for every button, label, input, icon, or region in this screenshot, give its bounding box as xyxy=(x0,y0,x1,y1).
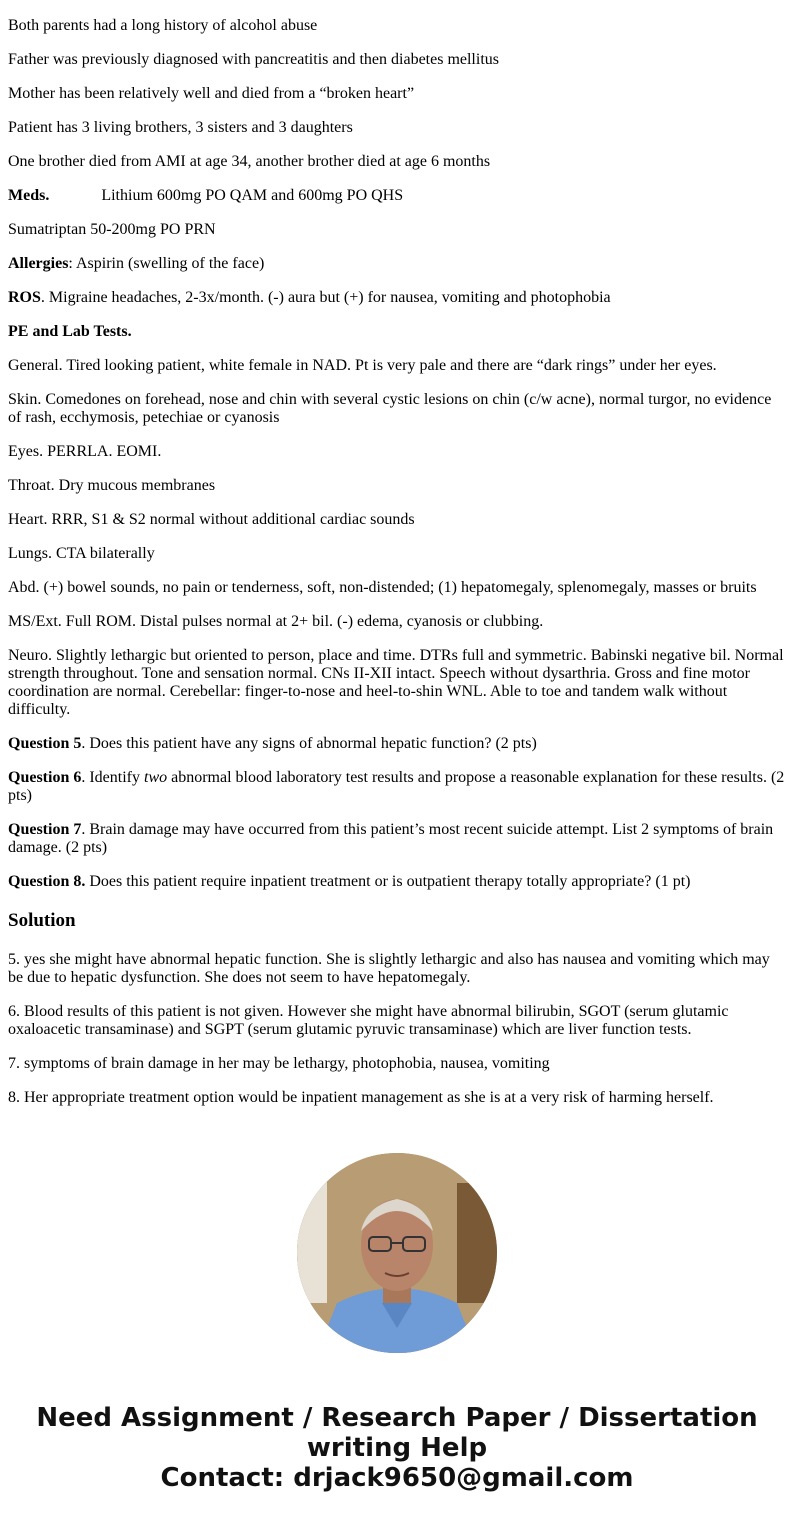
answer-7: 7. symptoms of brain damage in her may be lethargy, photophobia, nausea, vomiting xyxy=(8,1055,550,1072)
question-8: Question 8. Does this patient require inpatient treatment or is outpatient therapy totally appropriate? (1 pt) xyxy=(8,873,691,890)
question-5-label: Question 5 xyxy=(8,735,82,752)
ros-line xyxy=(8,289,786,307)
question-7: Question 7. Brain damage may have occurred from this patient’s most recent suicide attempt. List 2 symptoms of brain damage. (2 pts) xyxy=(8,821,774,856)
question-6-label: Question 6 xyxy=(8,769,82,786)
allergies-label: Allergies xyxy=(8,255,69,272)
history-item: One brother died from AMI at age 34, another brother died at age 6 months xyxy=(8,153,491,170)
allergies-line xyxy=(8,255,786,273)
history-item: Mother has been relatively well and died from a “broken heart” xyxy=(8,85,415,102)
question-8-label: Question 8. xyxy=(8,873,86,890)
ros-text: . Migraine headaches, 2-3x/month. (-) aura but (+) for nausea, vomiting and photophobia xyxy=(40,289,611,306)
history-item: Father was previously diagnosed with pancreatitis and then diabetes mellitus xyxy=(8,51,499,68)
meds-text: Lithium 600mg PO QAM and 600mg PO QHS xyxy=(101,187,404,204)
person-photo-icon xyxy=(297,1153,497,1353)
meds-line xyxy=(8,187,786,205)
pe-throat: Throat. Dry mucous membranes xyxy=(8,477,216,494)
allergies-text: : Aspirin (swelling of the face) xyxy=(68,255,265,272)
cta-line-1: Need Assignment / Research Paper / Dissertation xyxy=(36,1403,758,1433)
history-item: Patient has 3 living brothers, 3 sisters and 3 daughters xyxy=(8,119,353,136)
question-5: Question 5. Does this patient have any signs of abnormal hepatic function? (2 pts) xyxy=(8,735,537,752)
meds-label: Meds. xyxy=(8,187,50,204)
solution-heading: Solution xyxy=(8,910,76,931)
pe-general: General. Tired looking patient, white female in NAD. Pt is very pale and there are “dark rings” under her eyes. xyxy=(8,357,717,374)
question-7-label: Question 7 xyxy=(8,821,82,838)
pe-eyes: Eyes. PERRLA. EOMI. xyxy=(8,443,162,460)
question-6: Question 6. Identify two abnormal blood laboratory test results and propose a reasonable explanation for these results. (2 pts) xyxy=(8,769,785,804)
cta-line-2: writing Help xyxy=(306,1433,488,1463)
answer-5: 5. yes she might have abnormal hepatic function. She is slightly lethargic and also has nausea and vomiting which may be due to hepatic dysfunction. She does not seem to have hepatomegaly. xyxy=(8,951,770,986)
avatar xyxy=(297,1153,497,1353)
meds-line-2: Sumatriptan 50-200mg PO PRN xyxy=(8,221,216,238)
pe-neuro: Neuro. Slightly lethargic but oriented to person, place and time. DTRs full and symmetric. Babinski negative bil. Normal strength throughout. Tone and sensation normal. CNs II-XII intact. Speech without dysarthria. Gross and fine motor coordination are normal. Cerebellar: finger-to-nose and heel-to-shin WNL. Able to toe and tandem walk without difficulty. xyxy=(8,647,784,718)
pe-abd: Abd. (+) bowel sounds, no pain or tenderness, soft, non-distended; (1) hepatomegaly, splenomegaly, masses or bruits xyxy=(8,579,757,596)
answer-8: 8. Her appropriate treatment option would be inpatient management as she is at a very risk of harming herself. xyxy=(8,1089,714,1106)
ros-label: ROS xyxy=(8,289,41,306)
cta-contact: Contact: drjack9650@gmail.com xyxy=(160,1463,634,1493)
answer-6: 6. Blood results of this patient is not given. However she might have abnormal bilirubin, SGOT (serum glutamic oxaloacetic transaminase) and SGPT (serum glutamic pyruvic transaminase) which are liver function tests. xyxy=(8,1003,729,1038)
pe-lungs: Lungs. CTA bilaterally xyxy=(8,545,155,562)
pe-heading: PE and Lab Tests. xyxy=(8,323,132,340)
pe-heart: Heart. RRR, S1 & S2 normal without additional cardiac sounds xyxy=(8,511,415,528)
pe-skin: Skin. Comedones on forehead, nose and chin with several cystic lesions on chin (c/w acne), normal turgor, no evidence of rash, ecchymosis, petechiae or cyanosis xyxy=(8,391,772,426)
history-item: Both parents had a long history of alcohol abuse xyxy=(8,17,318,34)
pe-ms: MS/Ext. Full ROM. Distal pulses normal at 2+ bil. (-) edema, cyanosis or clubbing. xyxy=(8,613,544,630)
contact-banner xyxy=(0,1403,794,1493)
